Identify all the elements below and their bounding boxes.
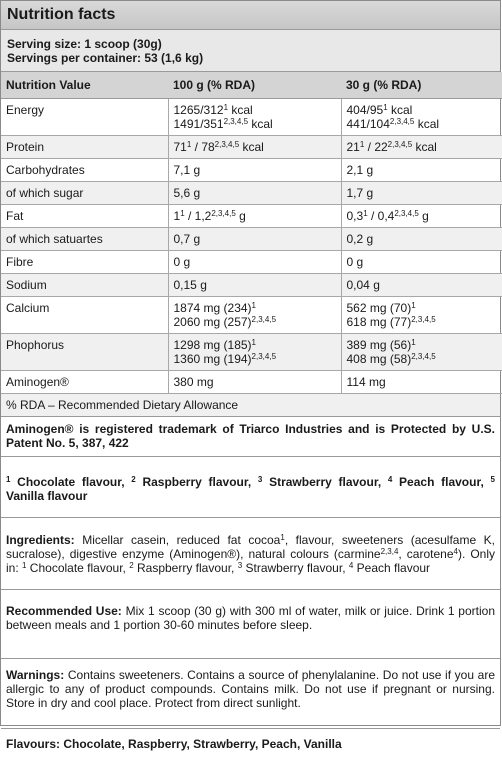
value-line: [347, 186, 498, 200]
footnote-superscript: 1: [363, 209, 368, 218]
text-run: g: [235, 209, 246, 223]
footnote-superscript: 1: [411, 338, 416, 347]
footnote-superscript: 1: [280, 533, 285, 542]
serving-info: [1, 30, 500, 72]
rda-note: % RDA – Recommended Dietary Allowance: [1, 394, 500, 417]
text-run: 1874 mg (234): [173, 301, 252, 315]
text-run: 2,1 g: [346, 163, 374, 177]
nutrient-name: Phophorus: [1, 334, 168, 371]
value-line: [174, 338, 336, 352]
footnote-superscript: 2,3,4: [380, 547, 399, 556]
value-100g: [168, 159, 341, 182]
footnote-superscript: 2,3,4,5: [411, 352, 436, 361]
value-line: [347, 140, 498, 154]
footnote-superscript: 2,3,4,5: [251, 315, 277, 324]
warnings-text: Contains sweeteners. Contains a source of phenylalanine. Do not use if you are allergic to any of product compounds. Contains milk. Do not use if pregnant or nursing. Store in dry and cool place. Protect from direct sunlight.: [6, 668, 495, 710]
nutrient-name: Fat: [1, 205, 168, 228]
text-run: 0,04 g: [346, 278, 380, 292]
value-100g: [168, 99, 341, 136]
value-100g: [168, 182, 341, 205]
nutrient-name: of which sugar: [1, 182, 168, 205]
value-line: [347, 278, 498, 292]
warnings-section: [1, 659, 500, 729]
value-line: [174, 103, 336, 117]
value-30g: [341, 159, 502, 182]
text-run: / 78: [191, 140, 215, 154]
value-line: [174, 186, 336, 200]
footnote-superscript: 3: [257, 475, 263, 484]
value-line: [174, 232, 336, 246]
text-run: Raspberry flavour,: [133, 561, 238, 575]
value-line: [174, 140, 336, 154]
text-run: / 0,4: [367, 209, 395, 223]
value-30g: [341, 182, 502, 205]
footnote-superscript: 1: [22, 561, 27, 570]
value-line: [347, 103, 498, 117]
footnote-superscript: 2: [129, 561, 134, 570]
value-30g: [341, 334, 502, 371]
value-30g: [341, 99, 502, 136]
value-100g: [168, 274, 341, 297]
header-nutrition-value: Nutrition Value: [1, 72, 168, 99]
title-bar: [1, 1, 500, 30]
recommended-use-section: [1, 590, 500, 659]
footnote-superscript: 2: [131, 475, 136, 484]
text-run: 1491/351: [173, 117, 224, 131]
value-line: [347, 209, 498, 223]
value-100g: [168, 136, 341, 159]
table-row: [1, 297, 502, 334]
text-run: / 22: [364, 140, 388, 154]
footnote-superscript: 1: [251, 301, 256, 310]
recommended-use-text: Mix 1 scoop (30 g) with 300 ml of water, milk or juice. Drink 1 portion between meals and 1 portion 30-60 minutes before sleep.: [6, 604, 495, 632]
footnote-superscript: 1: [383, 103, 388, 112]
footnote-superscript: 2,3,4,5: [211, 209, 236, 218]
trademark-note: Aminogen® is registered trademark of Triarco Industries and is Protected by U.S. Patent No. 5, 387, 422: [1, 417, 500, 457]
text-run: kcal: [387, 103, 413, 117]
nutrient-name: Carbohydrates: [1, 159, 168, 182]
text-run: 404/95: [346, 103, 384, 117]
text-run: 0,2 g: [346, 232, 374, 246]
text-run: 21: [346, 140, 360, 154]
footnote-superscript: 2,3,4,5: [251, 352, 277, 361]
text-run: 114 mg: [346, 375, 386, 389]
value-30g: [341, 136, 502, 159]
table-row: [1, 99, 502, 136]
value-line: [174, 255, 336, 269]
value-line: [174, 163, 336, 177]
text-run: , flavour, sweeteners (acesulfame K, sucralose), digestive enzyme (Aminogen®), natural colours (carmine: [6, 533, 495, 561]
value-line: [347, 255, 498, 269]
text-run: g: [418, 209, 429, 223]
value-30g: [341, 205, 502, 228]
value-100g: [168, 334, 341, 371]
warnings-label: Warnings:: [6, 668, 65, 682]
text-run: Strawberry flavour,: [262, 475, 388, 489]
value-line: [174, 117, 336, 131]
text-run: / 1,2: [184, 209, 212, 223]
table-row: [1, 205, 502, 228]
ingredients-section: [1, 518, 500, 590]
value-line: [347, 375, 498, 389]
table-row: [1, 228, 502, 251]
recommended-use-label: Recommended Use:: [6, 604, 122, 618]
footnote-superscript: 1: [411, 301, 416, 310]
value-100g: [168, 371, 341, 394]
footnote-superscript: 4: [348, 561, 354, 570]
text-run: 1360 mg (194): [173, 352, 252, 366]
footnote-superscript: 2,3,4,5: [394, 209, 419, 218]
value-30g: [341, 274, 502, 297]
text-run: Chocolate flavour,: [26, 561, 130, 575]
footnote-superscript: 1: [251, 338, 256, 347]
nutrient-name: Energy: [1, 99, 168, 136]
text-run: 1298 mg (185): [173, 338, 252, 352]
text-run: 0,15 g: [173, 278, 207, 292]
text-run: Raspberry flavour,: [135, 475, 258, 489]
table-row: [1, 136, 502, 159]
footnote-superscript: 2,3,4,5: [411, 315, 436, 324]
value-line: [347, 338, 498, 352]
value-line: [174, 375, 336, 389]
footnote-superscript: 1: [186, 140, 192, 149]
servings-per-container: Servings per container: 53 (1,6 kg): [7, 51, 204, 65]
value-line: [174, 352, 336, 366]
text-run: 389 mg (56): [346, 338, 412, 352]
footnote-superscript: 4: [453, 547, 458, 556]
header-100g: 100 g (% RDA): [168, 72, 341, 99]
value-100g: [168, 205, 341, 228]
value-100g: [168, 297, 341, 334]
text-run: 441/104: [346, 117, 390, 131]
value-30g: [341, 371, 502, 394]
table-row: [1, 182, 502, 205]
value-line: [347, 352, 498, 366]
footnote-superscript: 5: [490, 475, 495, 484]
value-line: [174, 209, 336, 223]
text-run: 7,1 g: [173, 163, 201, 177]
nutrient-name: Sodium: [1, 274, 168, 297]
value-100g: [168, 228, 341, 251]
table-row: [1, 274, 502, 297]
text-run: Peach flavour: [353, 561, 431, 575]
text-run: Chocolate flavour,: [10, 475, 132, 489]
text-run: 0 g: [173, 255, 191, 269]
text-run: 0,3: [346, 209, 364, 223]
text-run: 618 mg (77): [346, 315, 412, 329]
flavours-list: Flavours: Chocolate, Raspberry, Strawberry, Peach, Vanilla: [6, 737, 342, 751]
value-line: [174, 278, 336, 292]
text-run: 562 mg (70): [346, 301, 412, 315]
text-run: Vanilla flavour: [6, 489, 88, 503]
footnote-superscript: 1: [223, 103, 229, 112]
text-run: 5,6 g: [173, 186, 201, 200]
serving-size: Serving size: 1 scoop (30g): [7, 37, 162, 51]
value-line: [174, 301, 336, 315]
nutrition-table: [1, 72, 502, 394]
footnote-superscript: 2,3,4,5: [223, 117, 249, 126]
footnote-superscript: 1: [359, 140, 365, 149]
text-run: 408 mg (58): [346, 352, 412, 366]
text-run: 0 g: [346, 255, 364, 269]
footnote-superscript: 4: [387, 475, 393, 484]
nutrient-name: of which satuartes: [1, 228, 168, 251]
nutrient-name: Fibre: [1, 251, 168, 274]
text-run: 0,7 g: [173, 232, 201, 246]
nutrient-name: Aminogen®: [1, 371, 168, 394]
footnote-superscript: 3: [237, 561, 243, 570]
text-run: kcal: [228, 103, 253, 117]
value-line: [347, 163, 498, 177]
ingredients-label: Ingredients:: [6, 533, 75, 547]
text-run: kcal: [414, 117, 440, 131]
text-run: , carotene: [398, 547, 454, 561]
value-line: [347, 301, 498, 315]
text-run: 1,7 g: [346, 186, 374, 200]
value-line: [174, 315, 336, 329]
value-30g: [341, 297, 502, 334]
ingredients-text: [6, 533, 495, 575]
table-header-row: [1, 72, 502, 99]
header-30g: 30 g (% RDA): [341, 72, 502, 99]
text-run: kcal: [248, 117, 273, 131]
text-run: kcal: [239, 140, 264, 154]
text-run: 1: [173, 209, 181, 223]
nutrient-name: Protein: [1, 136, 168, 159]
value-line: [347, 315, 498, 329]
value-line: [347, 117, 498, 131]
text-run: Micellar casein, reduced fat cocoa: [74, 533, 281, 547]
text-run: ). Only in:: [6, 547, 496, 575]
text-run: 1265/312: [173, 103, 224, 117]
value-line: [347, 232, 498, 246]
value-30g: [341, 251, 502, 274]
nutrition-table-body: [1, 99, 502, 394]
page-title: Nutrition facts: [7, 6, 116, 23]
nutrient-name: Calcium: [1, 297, 168, 334]
text-run: 2060 mg (257): [173, 315, 252, 329]
footnote-superscript: 1: [6, 475, 11, 484]
text-run: Strawberry flavour,: [242, 561, 349, 575]
table-row: [1, 159, 502, 182]
value-100g: [168, 251, 341, 274]
text-run: 380 mg: [173, 375, 214, 389]
table-row: [1, 371, 502, 394]
footnote-superscript: 2,3,4,5: [214, 140, 240, 149]
table-row: [1, 251, 502, 274]
text-run: kcal: [412, 140, 437, 154]
footnote-superscript: 1: [180, 209, 185, 218]
text-run: Peach flavour,: [392, 475, 491, 489]
flavour-legend: [1, 457, 500, 518]
footnote-superscript: 2,3,4,5: [389, 117, 415, 126]
footnote-superscript: 2,3,4,5: [387, 140, 413, 149]
text-run: 71: [173, 140, 187, 154]
table-row: [1, 334, 502, 371]
value-30g: [341, 228, 502, 251]
